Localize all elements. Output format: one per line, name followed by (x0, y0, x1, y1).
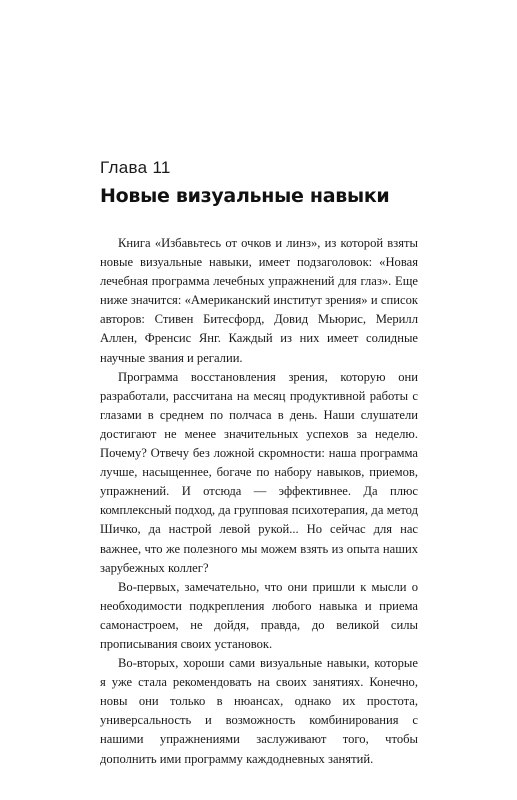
body-text (100, 234, 418, 769)
paragraph: Во-вторых, хороши сами визуальные навыки, которые я уже стала рекомендовать на своих занятиях. Конечно, новы они только в нюансах, однако их простота, универсальность и возможность комбинирования с нашими упражнениями заслуживают того, чтобы дополнить ими программу каждодневных занятий. (100, 656, 418, 766)
paragraph: Программа восстановления зрения, которую они разработали, рассчитана на месяц продуктивной работы с глазами в среднем по полчаса в день. Наши слушатели достигают не менее значительных успехов за неделю. Почему? Отвечу без ложной скромности: наша программа лучше, насыщеннее, богаче по набору навыков, приемов, упражнений. И отсюда — эффективнее. Да плюс комплексный подход, да групповая психотерапия, да метод Шичко, да настрой левой рукой... Но сейчас для нас важнее, что же полезного мы можем взять из опыта наших зарубежных коллег? (100, 369, 418, 575)
chapter-number: Глава 11 (100, 158, 171, 177)
chapter-title: Новые визуальные навыки (100, 185, 390, 207)
paragraph: Во-первых, замечательно, что они пришли к мысли о необходимости подкрепления любого навыка и приема самонастроем, не дойдя, правда, до великой силы прописывания своих установок. (100, 579, 418, 651)
paragraph: Книга «Избавьтесь от очков и линз», из которой взяты новые визуальные навыки, имеет подзаголовок: «Новая лечебная программа лечебных упражнений для глаз». Еще ниже значится: «Американский институт зрения» и список авторов: Стивен Битесфорд, Довид Мьюрис, Мерилл Аллен, Френсис Янг. Каждый из них имеет солидные научные звания и регалии. (100, 236, 418, 365)
